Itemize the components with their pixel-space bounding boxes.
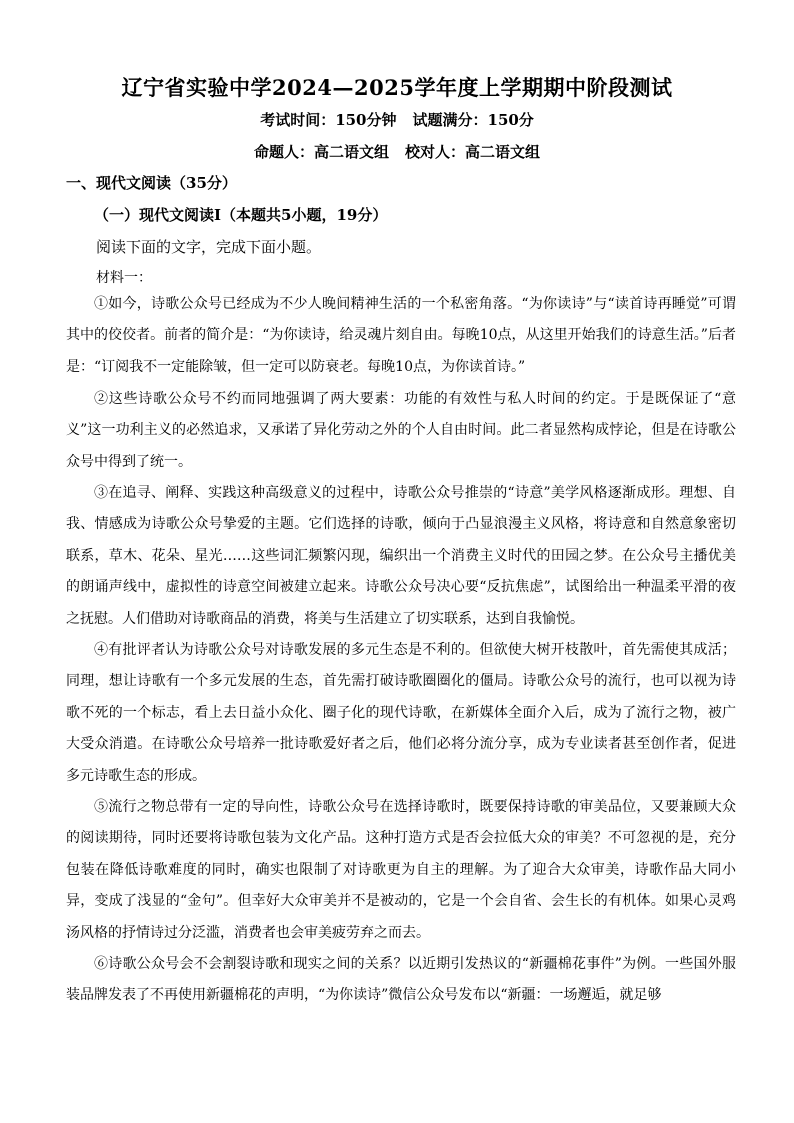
- exam-time: 考试时间：150分钟: [260, 111, 397, 129]
- section-heading: 一、现代文阅读（35分）: [66, 174, 237, 192]
- author-info-line: [0, 141, 794, 162]
- paragraph-5: ⑤流行之物总带有一定的导向性，诗歌公众号在选择诗歌时，既要保持诗歌的审美品位，又要兼顾大众的阅读期待，同时还要将诗歌包装为文化产品。这种打造方式是否会拉低大众的审美？不可忽视的是，充分包装在降低诗歌难度的同时，确实也限制了对诗歌更为自主的理解。为了迎合大众审美，诗歌作品大同小异，变成了浅显的“金句”。但幸好大众审美并不是被动的，它是一个会自省、会生长的有机体。如果心灵鸡汤风格的抒情诗过分泛滥，消费者也会审美疲劳弃之而去。: [66, 799, 736, 941]
- reading-instruction: 阅读下面的文字，完成下面小题。: [96, 238, 322, 256]
- paragraph-4: ④有批评者认为诗歌公众号对诗歌发展的多元生态是不利的。但欲使大树开枝散叶，首先需使其成活；同理，想让诗歌有一个多元发展的生态，首先需打破诗歌圈圈化的僵局。诗歌公众号的流行，也可以视为诗歌不死的一个标志，看上去日益小众化、圈子化的现代诗歌，在新媒体全面介入后，成为了流行之物，被广大受众消遣。在诗歌公众号培养一批诗歌爱好者之后，他们必将分流分享，成为专业读者甚至创作者，促进多元诗歌生态的形成。: [66, 642, 736, 784]
- material-label: 材料一：: [96, 270, 152, 286]
- paragraph-3: ③在追寻、阐释、实践这种高级意义的过程中，诗歌公众号推崇的“诗意”美学风格逐渐成形。理想、自我、情感成为诗歌公众号挚爱的主题。它们选择的诗歌，倾向于凸显浪漫主义风格，将诗意和自然意象密切联系，草木、花朵、星光……这些词汇频繁闪现，编织出一个消费主义时代的田园之梦。在公众号主播优美的朗诵声线中，虚拟性的诗意空间被建立起来。诗歌公众号决心要“反抗焦虑”，试图给出一种温柔平滑的夜之抚慰。人们借助对诗歌商品的消费，将美与生活建立了切实联系，达到自我愉悦。: [66, 485, 736, 627]
- subsection-heading: （一）现代文阅读Ⅰ（本题共5小题，19分）: [94, 206, 388, 224]
- document-title: 辽宁省实验中学2024—2025学年度上学期期中阶段测试: [121, 75, 673, 100]
- exam-info-line: [0, 109, 794, 130]
- question-setter: 命题人：高二语文组: [253, 143, 389, 161]
- proofreader: 校对人：高二语文组: [405, 143, 541, 161]
- paragraph-6: ⑥诗歌公众号会不会割裂诗歌和现实之间的关系？以近期引发热议的“新疆棉花事件”为例。一些国外服装品牌发表了不再使用新疆棉花的声明，“为你读诗”微信公众号发布以“新疆：一场邂逅，就足够: [66, 956, 736, 1004]
- paragraph-1: ①如今，诗歌公众号已经成为不少人晚间精神生活的一个私密角落。“为你读诗”与“读首诗再睡觉”可谓其中的佼佼者。前者的简介是：“为你读诗，给灵魂片刻自由。每晚10点，从这里开始我们的诗意生活。”后者是：“订阅我不一定能除皱，但一定可以防衰老。每晚10点，为你读首诗。”: [66, 296, 736, 375]
- paragraph-2: ②这些诗歌公众号不约而同地强调了两大要素：功能的有效性与私人时间的约定。于是既保证了“意义”这一功利主义的必然追求，又承诺了异化劳动之外的个人自由时间。此二者显然构成悖论，但是在诗歌公众号中得到了统一。: [66, 391, 736, 470]
- full-score: 试题满分：150分: [412, 111, 534, 129]
